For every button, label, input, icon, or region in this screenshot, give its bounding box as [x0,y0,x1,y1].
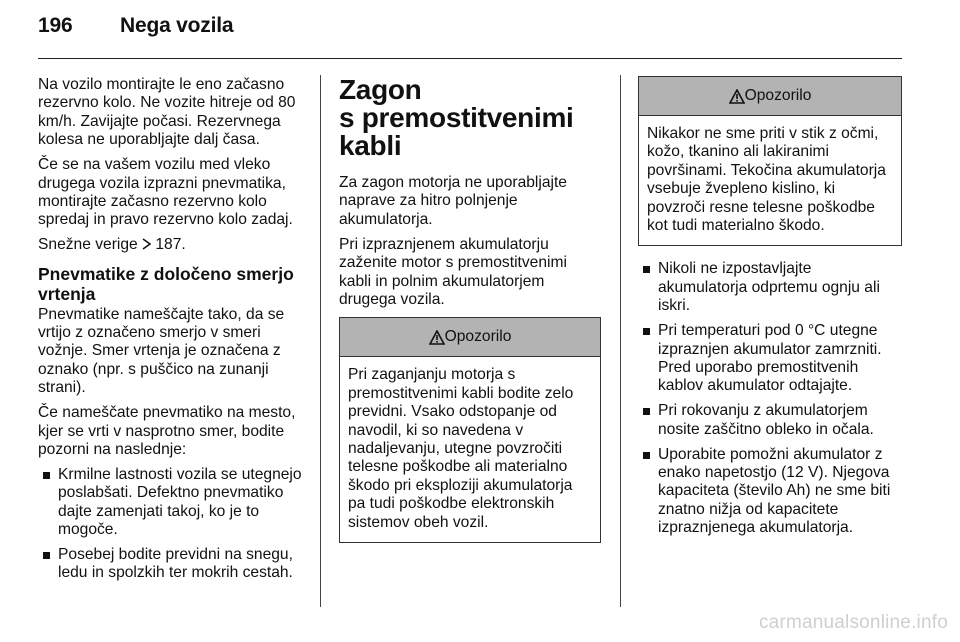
bullet-icon [643,452,650,459]
cross-reference[interactable] [38,236,306,254]
warning-header [639,77,901,116]
bullet-icon [643,266,650,273]
warning-text: Nikakor ne sme priti v stik z očmi, kožo, tkanino ali lakiranimi površinami. Tekočina akumulatorja vsebuje žvepleno kislino, ki povzroči resne telesne poškodbe kot tudi materialno škodo. [647,125,886,235]
bullet-icon [643,408,650,415]
bullet-icon [643,328,650,335]
heading-line: s premostitvenimi kabli [339,102,574,161]
page-header [38,14,233,38]
warning-title: Opozorilo [444,328,512,346]
warning-title: Opozorilo [744,86,812,104]
warning-triangle-icon [729,89,745,104]
paragraph: Na vozilo montirajte le eno začasno rezervno kolo. Ne vozite hitreje od 80 km/h. Zavijajte počasi. Rezervnega kolesa ne uporabljajte dalj časa. [38,76,296,149]
section-heading: Pnevmatike z določeno smerjo vrtenja [38,263,294,304]
bullet-icon [43,472,50,479]
list-item-text: Nikoli ne izpostavljajte akumulatorja odprtemu ognju ali iskri. [658,260,880,315]
warning-header [340,318,600,357]
watermark: carmanualsonline.info [758,612,948,633]
paragraph: Pri izpraznjenem akumulatorju zaženite motor s premostitvenimi kabli in polnim akumulatorjem drugega vozila. [339,235,567,308]
paragraph: Pnevmatike nameščajte tako, da se vrtijo z označeno smerjo v smeri vožnje. Smer vrtenja je označena z oznako (npr. s puščico na zunanji strani). [38,305,285,397]
bullet-icon [43,552,50,559]
list-item-text: Uporabite pomožni akumulator z enako napetostjo (12 V). Njegova kapaciteta (število Ah) ne sme biti znatno nižja od kapacitete izpraznjenega akumulatorja. [658,445,891,537]
bullet-list [638,260,904,537]
bullet-list [38,466,306,583]
column-1 [38,76,306,589]
page-title: Nega vozila [120,14,234,37]
paragraph: Če nameščate pnevmatiko na mesto, kjer se vrti v nasprotno smer, bodite pozorni na naslednje: [38,404,296,458]
warning-box [638,76,902,246]
warning-triangle-icon [429,330,445,345]
list-item [38,546,306,583]
list-item [638,322,904,396]
column-divider [620,75,621,607]
arrow-ref-icon [142,238,151,250]
column-3 [638,76,904,544]
warning-text: Pri zaganjanju motorja s premostitvenimi kabli bodite zelo previdni. Vsako odstopanje od navodil, ki so navedena v nadaljevanju, utegne povzročiti telesne poškodbe ali materialno škodo pri eksploziji akumulatorja pa tudi poškodbe elektronskih sistemov obeh vozil. [348,366,574,531]
list-item-text: Posebej bodite previdni na snegu, ledu in spolzkih ter mokrih cestah. [58,546,293,582]
paragraph: Za zagon motorja ne uporabljajte naprave za hitro polnjenje akumulatorja. [339,174,567,228]
reference-text: Snežne verige [38,236,143,254]
list-item [638,402,904,439]
column-2 [339,76,603,543]
page-number: 196 [38,14,73,37]
list-item-text: Pri temperaturi pod 0 °C utegne izpraznjen akumulator zamrzniti. Pred uporabo premostitvenih kablov akumulator odtajajte. [658,322,882,395]
list-item-text: Krmilne lastnosti vozila se utegnejo poslabšati. Defektno pnevmatiko dajte zamenjati takoj, ko je to mogoče. [58,465,302,539]
list-item-text: Pri rokovanju z akumulatorjem nosite zaščitno obleko in očala. [658,402,874,438]
list-item [638,446,904,538]
list-item [38,466,306,540]
list-item [638,260,904,315]
heading-line: Zagon [339,74,422,105]
section-heading [339,76,603,160]
warning-box [339,317,601,543]
column-divider [320,75,321,607]
header-rule [38,58,902,59]
reference-page: 187. [151,236,186,254]
paragraph: Če se na vašem vozilu med vleko drugega vozila izprazni pnevmatika, montirajte začasno rezervno kolo spredaj in pravo rezervno kolo zadaj. [38,156,293,229]
